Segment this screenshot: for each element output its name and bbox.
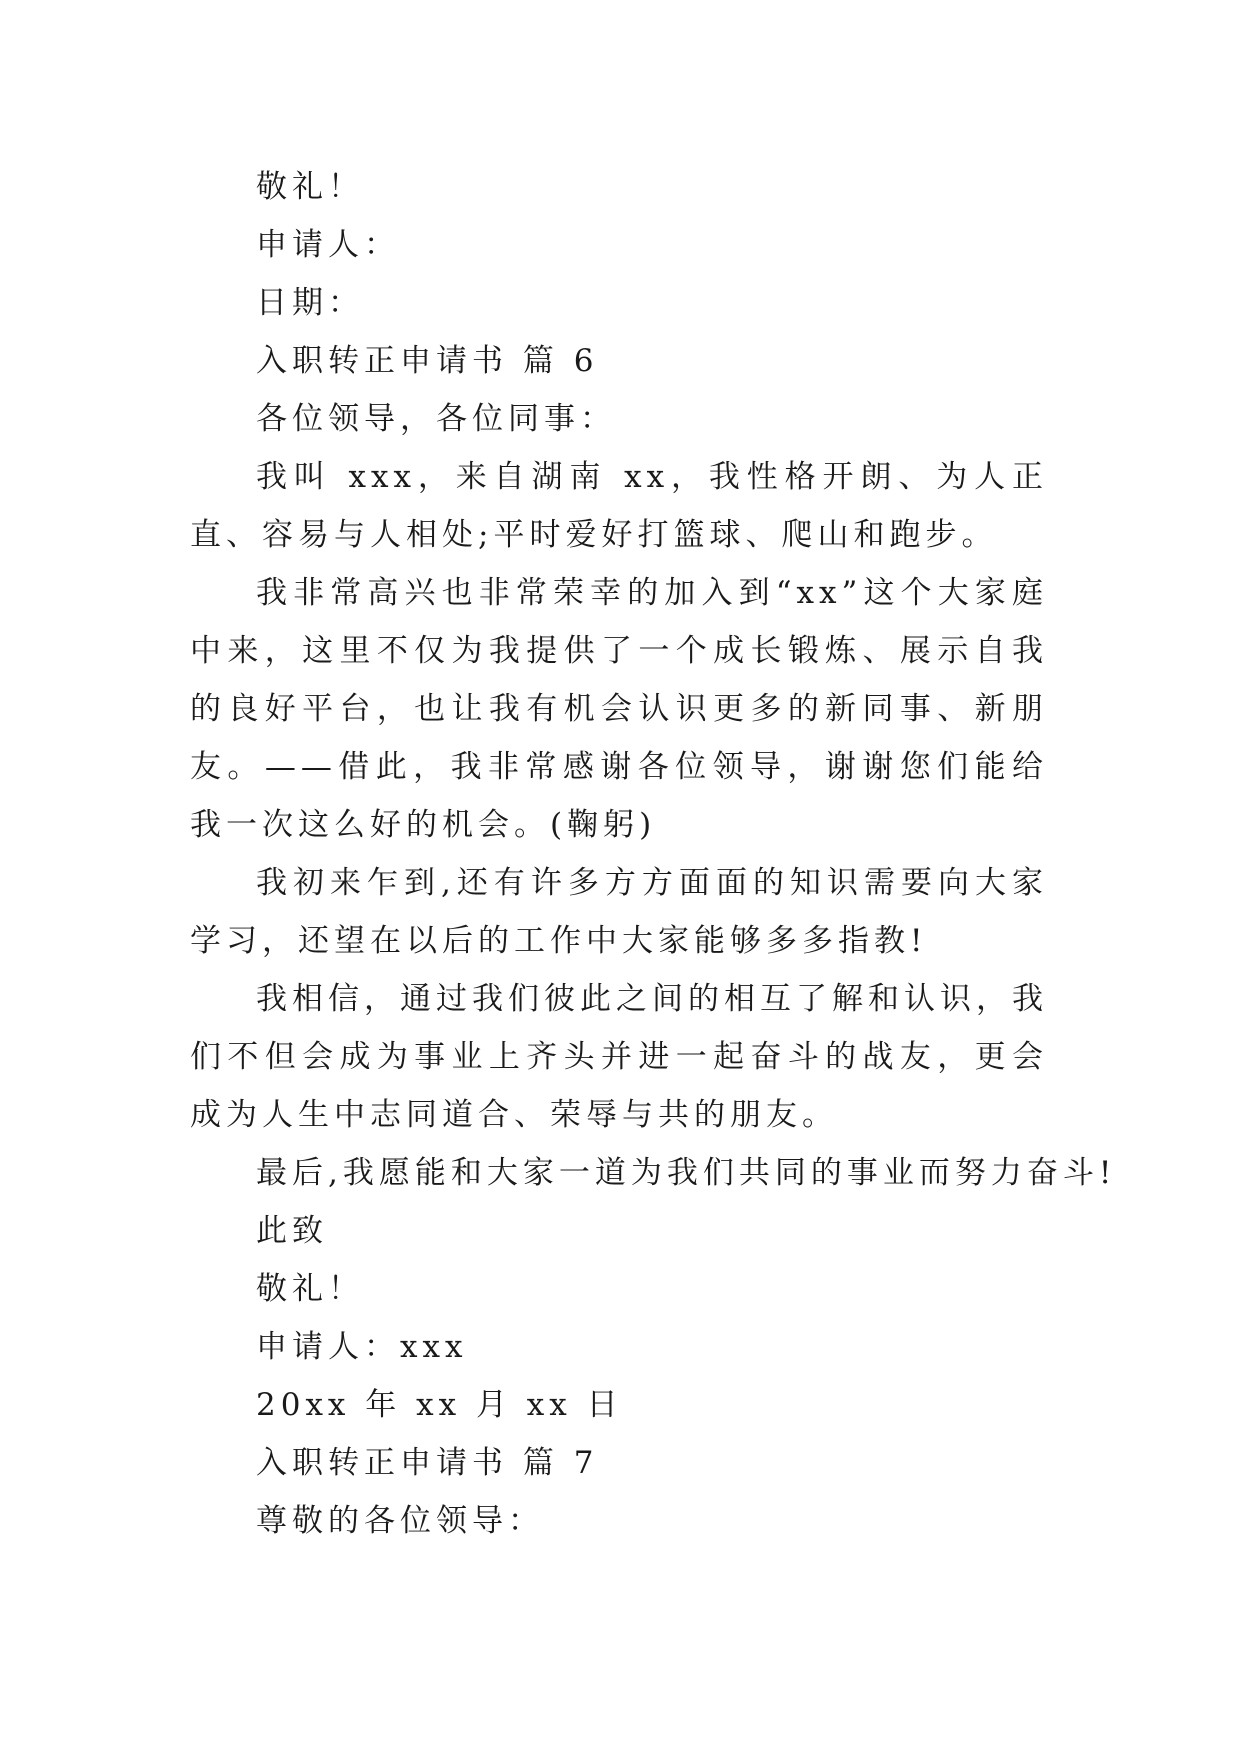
greeting-2: 尊敬的各位领导： bbox=[256, 1503, 544, 1539]
section-title-7: 入职转正申请书 篇 7 bbox=[256, 1445, 599, 1481]
section-title-6: 入职转正申请书 篇 6 bbox=[256, 343, 599, 379]
applicant-signature: 申请人：xxx bbox=[256, 1329, 468, 1365]
signature-date: 20xx 年 xx 月 xx 日 bbox=[256, 1387, 623, 1423]
closing-phrase: 此致 bbox=[256, 1213, 328, 1249]
paragraph-belief: 我相信，通过我们彼此之间的相互了解和认识，我们不但会成为事业上齐头并进一起奋斗的战友，更会成为人生中志同道合、荣辱与共的朋友。 bbox=[190, 981, 1048, 1133]
paragraph-intro: 我叫 xxx，来自湖南 xx，我性格开朗、为人正直、容易与人相处;平时爱好打篮球、爬山和跑步。 bbox=[190, 459, 1048, 553]
closing-salute-2: 敬礼！ bbox=[256, 1271, 364, 1307]
greeting: 各位领导，各位同事： bbox=[256, 401, 616, 437]
paragraph-learning: 我初来乍到,还有许多方方面面的知识需要向大家学习，还望在以后的工作中大家能够多多指教! bbox=[190, 865, 1048, 959]
closing-salute: 敬礼！ bbox=[256, 169, 364, 205]
document-body bbox=[190, 158, 1117, 1550]
applicant-label: 申请人： bbox=[256, 227, 400, 263]
paragraph-gratitude: 我非常高兴也非常荣幸的加入到“xx”这个大家庭中来，这里不仅为我提供了一个成长锻炼、展示自我的良好平台，也让我有机会认识更多的新同事、新朋友。——借此，我非常感谢各位领导，谢谢您们能给我一次这么好的机会。(鞠躬) bbox=[190, 575, 1048, 843]
final-wish: 最后,我愿能和大家一道为我们共同的事业而努力奋斗! bbox=[256, 1155, 1117, 1191]
date-label: 日期： bbox=[256, 285, 364, 321]
